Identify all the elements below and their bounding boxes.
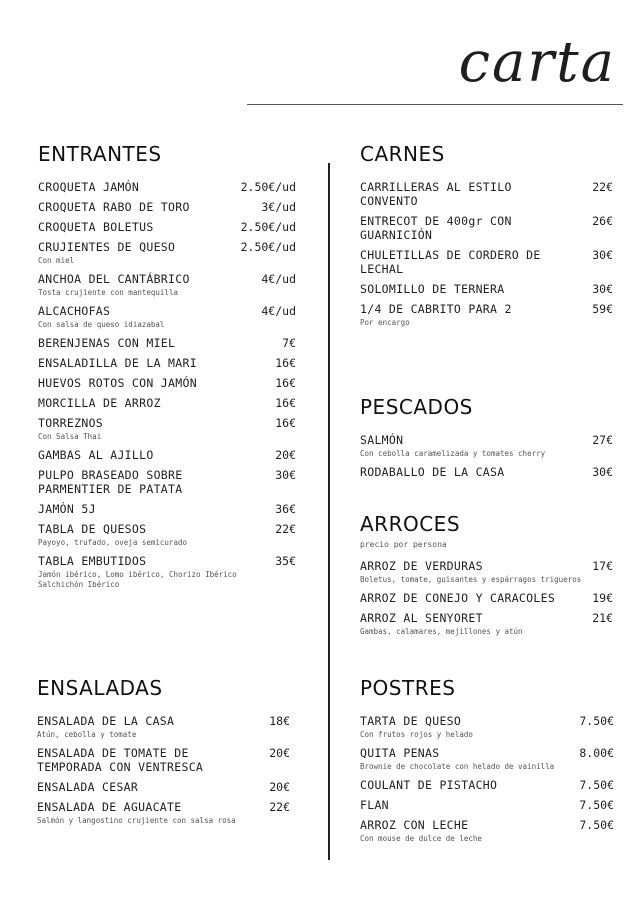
menu-item-text <box>38 448 154 462</box>
menu-item-price: 19€ <box>592 591 613 605</box>
menu-item-name: QUITA PENAS <box>360 746 440 760</box>
menu-item-price: 26€ <box>592 214 613 228</box>
menu-item-name: TABLA EMBUTIDOS <box>38 554 147 568</box>
section-heading: ARROCES <box>360 512 461 536</box>
section-heading: CARNES <box>360 142 445 166</box>
item-list <box>360 559 613 637</box>
menu-item-name: ENSALADILLA DE LA MARI <box>38 356 197 370</box>
menu-item <box>37 714 290 740</box>
menu-item-name: CHULETILLAS DE CORDERO DE LECHAL <box>360 248 541 276</box>
menu-item <box>360 433 613 459</box>
section-carnes <box>360 142 613 334</box>
menu-item-name: GAMBAS AL AJILLO <box>38 448 154 462</box>
menu-item-text <box>38 336 175 350</box>
menu-item <box>38 336 296 350</box>
menu-item-price: 4€/ud <box>261 272 296 286</box>
menu-item <box>38 396 296 410</box>
menu-item <box>38 304 296 330</box>
menu-item-price: 30€ <box>592 248 613 262</box>
menu-item-description: Con miel <box>38 256 75 265</box>
menu-item-price: 22€ <box>592 180 613 194</box>
menu-item <box>360 746 614 772</box>
menu-item-text <box>360 818 482 844</box>
menu-item-text <box>38 416 103 442</box>
menu-item-text <box>360 282 504 296</box>
menu-item-name: CROQUETA JAMÓN <box>38 180 140 194</box>
menu-item-price: 2.50€/ud <box>240 240 296 254</box>
menu-item-text <box>38 356 197 370</box>
menu-item <box>37 746 290 774</box>
menu-item-price: 59€ <box>592 302 613 316</box>
menu-item <box>38 220 296 234</box>
menu-item-price: 20€ <box>275 448 296 462</box>
menu-item-description: Con cebolla caramelizada y tomates cherry <box>360 449 546 458</box>
menu-item-name: TABLA DE QUESOS <box>38 522 147 536</box>
section-entrantes <box>38 142 296 596</box>
menu-item-description: Por encargo <box>360 318 410 327</box>
menu-item <box>360 248 613 276</box>
item-list <box>37 714 290 826</box>
menu-item-price: 2.50€/ud <box>240 220 296 234</box>
menu-item <box>360 180 613 208</box>
section-heading: POSTRES <box>360 676 456 700</box>
menu-item-text <box>360 559 581 585</box>
menu-item-text <box>38 220 154 234</box>
menu-item-text <box>37 746 203 774</box>
menu-item-name: TARTA DE QUESO <box>360 714 462 728</box>
menu-item-description: Boletus, tomate, guisantes y espárragos trigueros <box>360 575 582 584</box>
menu-item-name: ENTRECOT DE 400gr CON GUARNICIÓN <box>360 214 512 242</box>
menu-item <box>38 376 296 390</box>
menu-item-price: 8.00€ <box>579 746 614 760</box>
menu-item <box>37 800 290 826</box>
menu-item <box>360 214 613 242</box>
menu-item-text <box>38 468 182 496</box>
menu-item <box>38 240 296 266</box>
menu-item-description: Payoyo, trufado, oveja semicurado <box>38 538 188 547</box>
menu-item-text <box>360 248 541 276</box>
menu-item-price: 27€ <box>592 433 613 447</box>
menu-item-text <box>38 522 187 548</box>
menu-item-description: Con mouse de dulce de leche <box>360 834 482 843</box>
menu-item-description: Jamón ibérico, Lomo ibérico, Chorizo Ibérico Salchichón Ibérico <box>38 570 237 589</box>
menu-item-price: 21€ <box>592 611 613 625</box>
menu-item-price: 18€ <box>269 714 290 728</box>
menu-item-price: 3€/ud <box>261 200 296 214</box>
menu-item-price: 20€ <box>269 780 290 794</box>
menu-item-description: Tosta crujiente con mantequilla <box>38 288 178 297</box>
menu-item-text <box>360 714 473 740</box>
menu-item-price: 30€ <box>592 282 613 296</box>
section-subtitle: precio por persona <box>360 540 447 549</box>
item-list <box>360 433 613 479</box>
menu-item <box>38 180 296 194</box>
menu-item-description: Con Salsa Thai <box>38 432 102 441</box>
menu-item <box>360 798 614 812</box>
menu-item-name: JAMÓN 5J <box>38 502 96 516</box>
menu-item-text <box>38 502 96 516</box>
menu-item-price: 7.50€ <box>579 778 614 792</box>
menu-item-text <box>360 465 504 479</box>
menu-item-text <box>360 433 545 459</box>
menu-item <box>38 448 296 462</box>
menu-item <box>360 818 614 844</box>
menu-item-text <box>38 272 190 298</box>
menu-item <box>38 200 296 214</box>
menu-item-name: ENSALADA DE TOMATE DE TEMPORADA CON VENTRESCA <box>37 746 204 774</box>
menu-item <box>37 780 290 794</box>
menu-item-name: TORREZNOS <box>38 416 104 430</box>
menu-item-price: 30€ <box>592 465 613 479</box>
section-heading: ENTRANTES <box>38 142 162 166</box>
menu-item-price: 16€ <box>275 416 296 430</box>
menu-item-text <box>37 780 138 794</box>
menu-item-name: MORCILLA DE ARROZ <box>38 396 161 410</box>
menu-item-text <box>360 798 389 812</box>
menu-item-price: 7.50€ <box>579 714 614 728</box>
menu-item-name: ALCACHOFAS <box>38 304 111 318</box>
menu-item-name: CARRILLERAS AL ESTILO CONVENTO <box>360 180 512 208</box>
menu-item-text <box>37 800 236 826</box>
menu-item-text <box>360 611 523 637</box>
menu-item-text <box>38 304 164 330</box>
menu-item-name: 1/4 DE CABRITO PARA 2 <box>360 302 512 316</box>
menu-item-price: 36€ <box>275 502 296 516</box>
menu-item-name: ARROZ DE CONEJO Y CARACOLES <box>360 591 556 605</box>
section-heading: PESCADOS <box>360 395 473 419</box>
menu-item-name: ENSALADA DE LA CASA <box>37 714 175 728</box>
menu-item-price: 22€ <box>275 522 296 536</box>
menu-item-name: ARROZ DE VERDURAS <box>360 559 483 573</box>
menu-item-text <box>360 214 512 242</box>
column-divider <box>328 163 330 860</box>
menu-item-description: Brownie de chocolate con helado de vainilla <box>360 762 555 771</box>
menu-item-text <box>38 240 175 266</box>
menu-item-name: FLAN <box>360 798 389 812</box>
menu-item-text <box>360 180 512 208</box>
menu-title: carta <box>458 30 616 95</box>
menu-item-text <box>360 778 497 792</box>
menu-item <box>360 778 614 792</box>
menu-item-price: 35€ <box>275 554 296 568</box>
menu-item-name: ENSALADA CESAR <box>37 780 139 794</box>
menu-item-price: 4€/ud <box>261 304 296 318</box>
menu-item <box>38 416 296 442</box>
menu-item-price: 16€ <box>275 396 296 410</box>
menu-item <box>38 502 296 516</box>
menu-item <box>38 356 296 370</box>
item-list <box>360 714 614 844</box>
menu-item <box>38 272 296 298</box>
menu-item-price: 16€ <box>275 356 296 370</box>
section-heading: ENSALADAS <box>37 676 163 700</box>
menu-item-name: ENSALADA DE AGUACATE <box>37 800 182 814</box>
menu-item <box>38 522 296 548</box>
menu-item <box>360 611 613 637</box>
menu-item-price: 7€ <box>282 336 296 350</box>
menu-item-text <box>38 376 197 390</box>
menu-item <box>360 714 614 740</box>
menu-item-price: 7.50€ <box>579 798 614 812</box>
menu-item-price: 22€ <box>269 800 290 814</box>
menu-item-description: Gambas, calamares, mejillones y atún <box>360 627 523 636</box>
title-rule <box>247 104 623 105</box>
menu-item-text <box>38 180 139 194</box>
menu-item-name: COULANT DE PISTACHO <box>360 778 498 792</box>
menu-item-name: ANCHOA DEL CANTÁBRICO <box>38 272 190 286</box>
menu-item-text <box>360 302 512 328</box>
menu-item-name: BERENJENAS CON MIEL <box>38 336 176 350</box>
menu-item-name: CRUJIENTES DE QUESO <box>38 240 176 254</box>
menu-item <box>38 468 296 496</box>
menu-item-text <box>37 714 174 740</box>
menu-item-name: RODABALLO DE LA CASA <box>360 465 505 479</box>
menu-item-description: Con frutos rojos y helado <box>360 730 473 739</box>
section-ensaladas <box>37 676 290 832</box>
item-list <box>38 180 296 590</box>
menu-item-name: SOLOMILLO DE TERNERA <box>360 282 505 296</box>
section-postres <box>360 676 614 850</box>
menu-item-price: 16€ <box>275 376 296 390</box>
menu-item <box>360 282 613 296</box>
menu-item-name: SALMÓN <box>360 433 404 447</box>
menu-item-name: CROQUETA BOLETUS <box>38 220 154 234</box>
menu-item <box>360 559 613 585</box>
menu-item-price: 30€ <box>275 468 296 482</box>
section-pescados <box>360 395 613 485</box>
menu-item-text <box>38 200 190 214</box>
menu-item-price: 20€ <box>269 746 290 760</box>
menu-item-text <box>38 554 237 590</box>
item-list <box>360 180 613 328</box>
menu-item <box>360 465 613 479</box>
menu-item-description: Salmón y langostino crujiente con salsa rosa <box>37 816 236 825</box>
menu-item-text <box>360 746 554 772</box>
menu-item-price: 7.50€ <box>579 818 614 832</box>
menu-item-text <box>360 591 555 605</box>
menu-item-price: 2.50€/ud <box>240 180 296 194</box>
menu-item-name: HUEVOS ROTOS CON JAMÓN <box>38 376 197 390</box>
menu-item <box>360 302 613 328</box>
menu-item-name: ARROZ AL SENYORET <box>360 611 483 625</box>
menu-item-description: Con salsa de queso idiazabal <box>38 320 165 329</box>
menu-item-price: 17€ <box>592 559 613 573</box>
menu-item-name: ARROZ CON LECHE <box>360 818 469 832</box>
menu-item-name: PULPO BRASEADO SOBRE PARMENTIER DE PATATA <box>38 468 183 496</box>
menu-item <box>38 554 296 590</box>
menu-item-description: Atún, cebolla y tomate <box>37 730 137 739</box>
menu-item <box>360 591 613 605</box>
menu-item-text <box>38 396 161 410</box>
section-arroces <box>360 512 613 643</box>
menu-item-name: CROQUETA RABO DE TORO <box>38 200 190 214</box>
